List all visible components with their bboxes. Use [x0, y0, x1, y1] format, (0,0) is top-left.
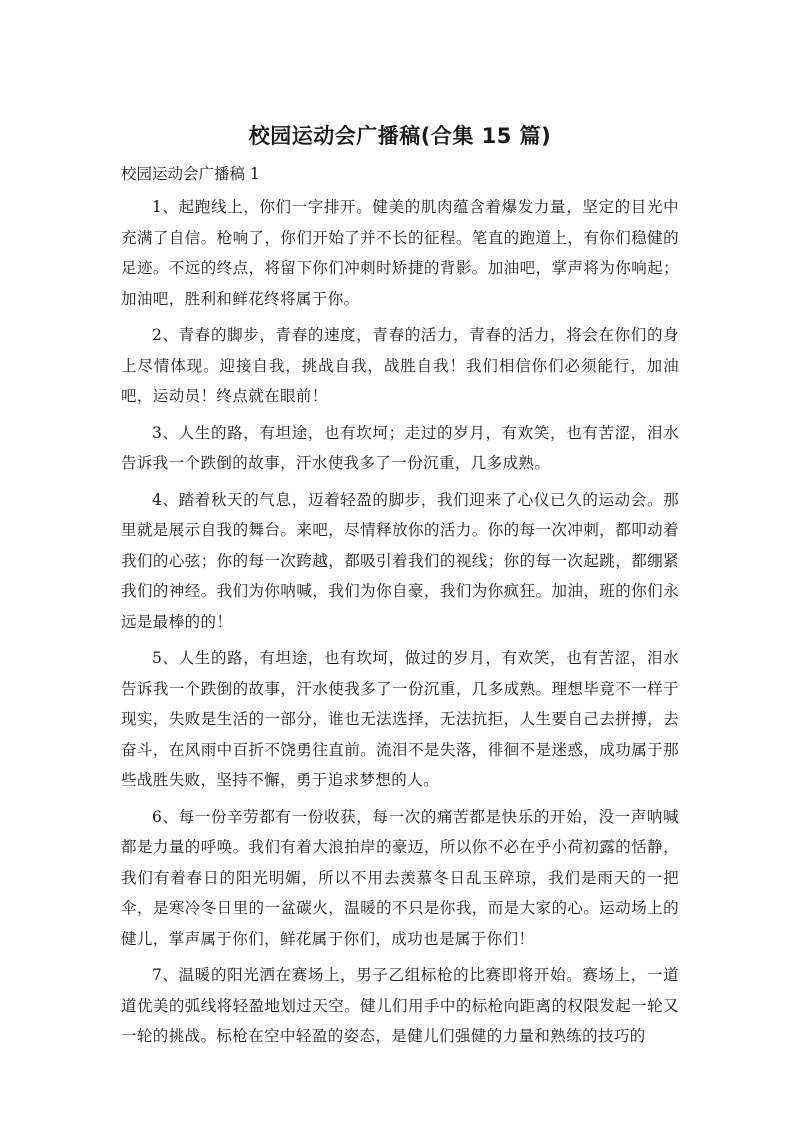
- section-subtitle: 校园运动会广播稿 1: [121, 165, 260, 183]
- paragraph-2: 2、青春的脚步，青春的速度，青春的活力，青春的活力，将会在你们的身上尽情体现。迎接自我，挑战自我，战胜自我！我们相信你们必须能行，加油吧，运动员！终点就在眼前！: [121, 326, 679, 405]
- paragraph-4: 4、踏着秋天的气息，迈着轻盈的脚步，我们迎来了心仪已久的运动会。那里就是展示自我的舞台。来吧，尽情释放你的活力。你的每一次冲刺，都叩动着我们的心弦；你的每一次跨越，都吸引着我们的视线；你的每一次起跳，都绷紧我们的神经。我们为你呐喊，我们为你自豪，我们为你疯狂。加油，班的你们永远是最棒的的！: [121, 490, 679, 631]
- paragraph-3: 3、人生的路，有坦途，也有坎坷；走过的岁月，有欢笑，也有苦涩，泪水告诉我一个跌倒的故事，汗水使我多了一份沉重，几多成熟。: [121, 423, 679, 472]
- document-title: 校园运动会广播稿(合集 15 篇): [248, 124, 552, 148]
- paragraph-5: 5、人生的路，有坦途，也有坎坷，做过的岁月，有欢笑，也有苦涩，泪水告诉我一个跌倒的故事，汗水使我多了一份沉重，几多成熟。理想毕竟不一样于现实，失败是生活的一部分，谁也无法选择，无法抗拒，人生要自己去拼搏，去奋斗，在风雨中百折不饶勇往直前。流泪不是失落，徘徊不是迷惑，成功属于那些战胜失败，坚持不懈，勇于追求梦想的人。: [121, 649, 679, 789]
- document-body: [121, 192, 679, 1058]
- paragraph-1: 1、起跑线上，你们一字排开。健美的肌肉蕴含着爆发力量，坚定的目光中充满了自信。枪响了，你们开始了并不长的征程。笔直的跑道上，有你们稳健的足迹。不远的终点，将留下你们冲刺时矫捷的背影。加油吧，掌声将为你响起；加油吧，胜利和鲜花终将属于你。: [121, 198, 679, 308]
- paragraph-7: 7、温暖的阳光洒在赛场上，男子乙组标枪的比赛即将开始。赛场上，一道道优美的弧线将轻盈地划过天空。健儿们用手中的标枪向距离的权限发起一轮又一轮的挑战。标枪在空中轻盈的姿态，是健儿们强健的力量和熟练的技巧的: [121, 966, 679, 1045]
- paragraph-6: 6、每一份辛劳都有一份收获，每一次的痛苦都是快乐的开始，没一声呐喊都是力量的呼唤。我们有着大浪拍岸的豪迈，所以你不必在乎小荷初露的恬静，我们有着春日的阳光明媚，所以不用去羡慕冬日乱玉碎琼，我们是雨天的一把伞，是寒冷冬日里的一盆碳火，温暖的不只是你我，而是大家的心。运动场上的健儿，掌声属于你们，鲜花属于你们，成功也是属于你们！: [121, 807, 679, 948]
